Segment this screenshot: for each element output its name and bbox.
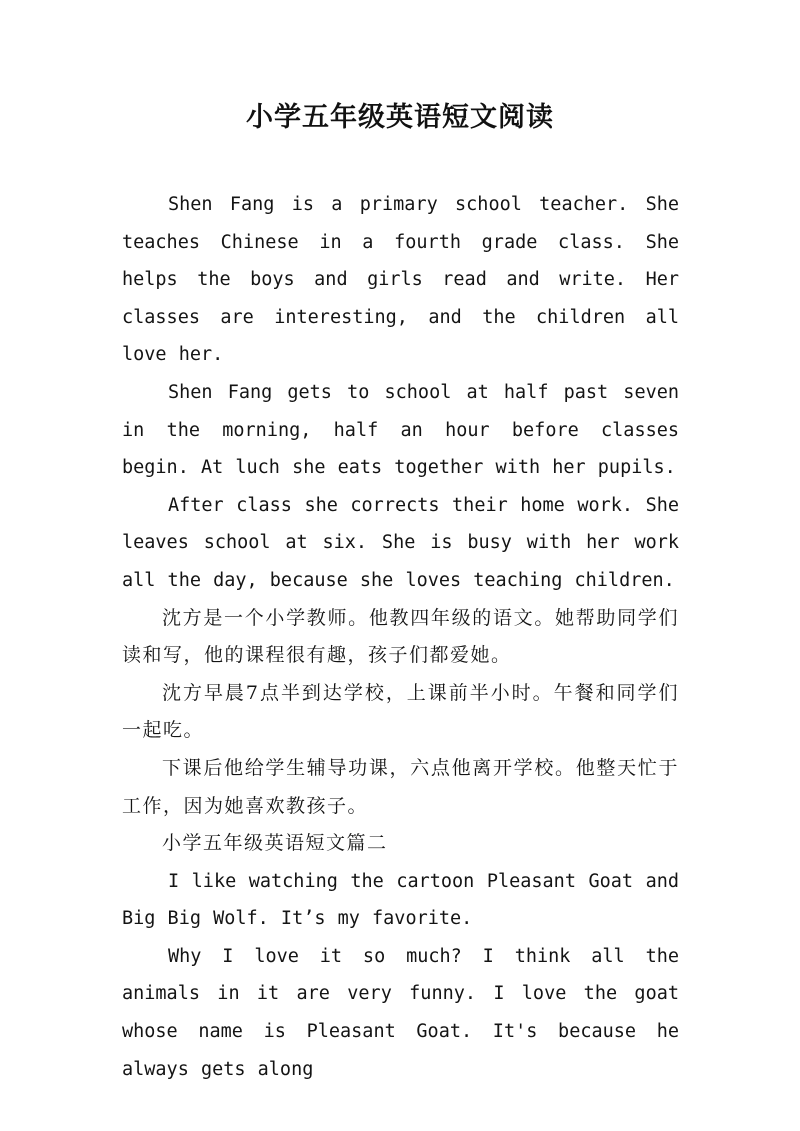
paragraph-translation-3: 下课后他给学生辅导功课，六点他离开学校。他整天忙于工作，因为她喜欢教孩子。 <box>122 756 679 817</box>
paragraph-shen-fang-intro: Shen Fang is a primary school teacher. She teaches Chinese in a fourth grade class. She helps the boys and girls read and write. Her classes are interesting, and the children all love her. <box>122 194 679 366</box>
paragraph-cartoon-intro: I like watching the cartoon Pleasant Goat and Big Big Wolf. It’s my favorite. <box>122 870 679 930</box>
section-heading-part-two: 小学五年级英语短文篇二 <box>162 832 388 855</box>
paragraph-shen-fang-morning: Shen Fang gets to school at half past seven in the morning, half an hour before classes begin. At luch she eats together with her pupils. <box>122 381 679 479</box>
document-title: 小学五年级英语短文阅读 <box>246 102 554 133</box>
document-body <box>122 186 679 1088</box>
paragraph-translation-1: 沈方是一个小学教师。他教四年级的语文。她帮助同学们读和写，他的课程很有趣，孩子们都爱她。 <box>122 606 679 667</box>
paragraph-cartoon-reason: Why I love it so much? I think all the animals in it are very funny. I love the goat whose name is Pleasant Goat. It's because he always gets along <box>122 945 679 1080</box>
paragraph-translation-2: 沈方早晨7点半到达学校，上课前半小时。午餐和同学们一起吃。 <box>122 681 679 742</box>
paragraph-shen-fang-after-class: After class she corrects their home work. She leaves school at six. She is busy with her work all the day, because she loves teaching children. <box>122 494 679 591</box>
